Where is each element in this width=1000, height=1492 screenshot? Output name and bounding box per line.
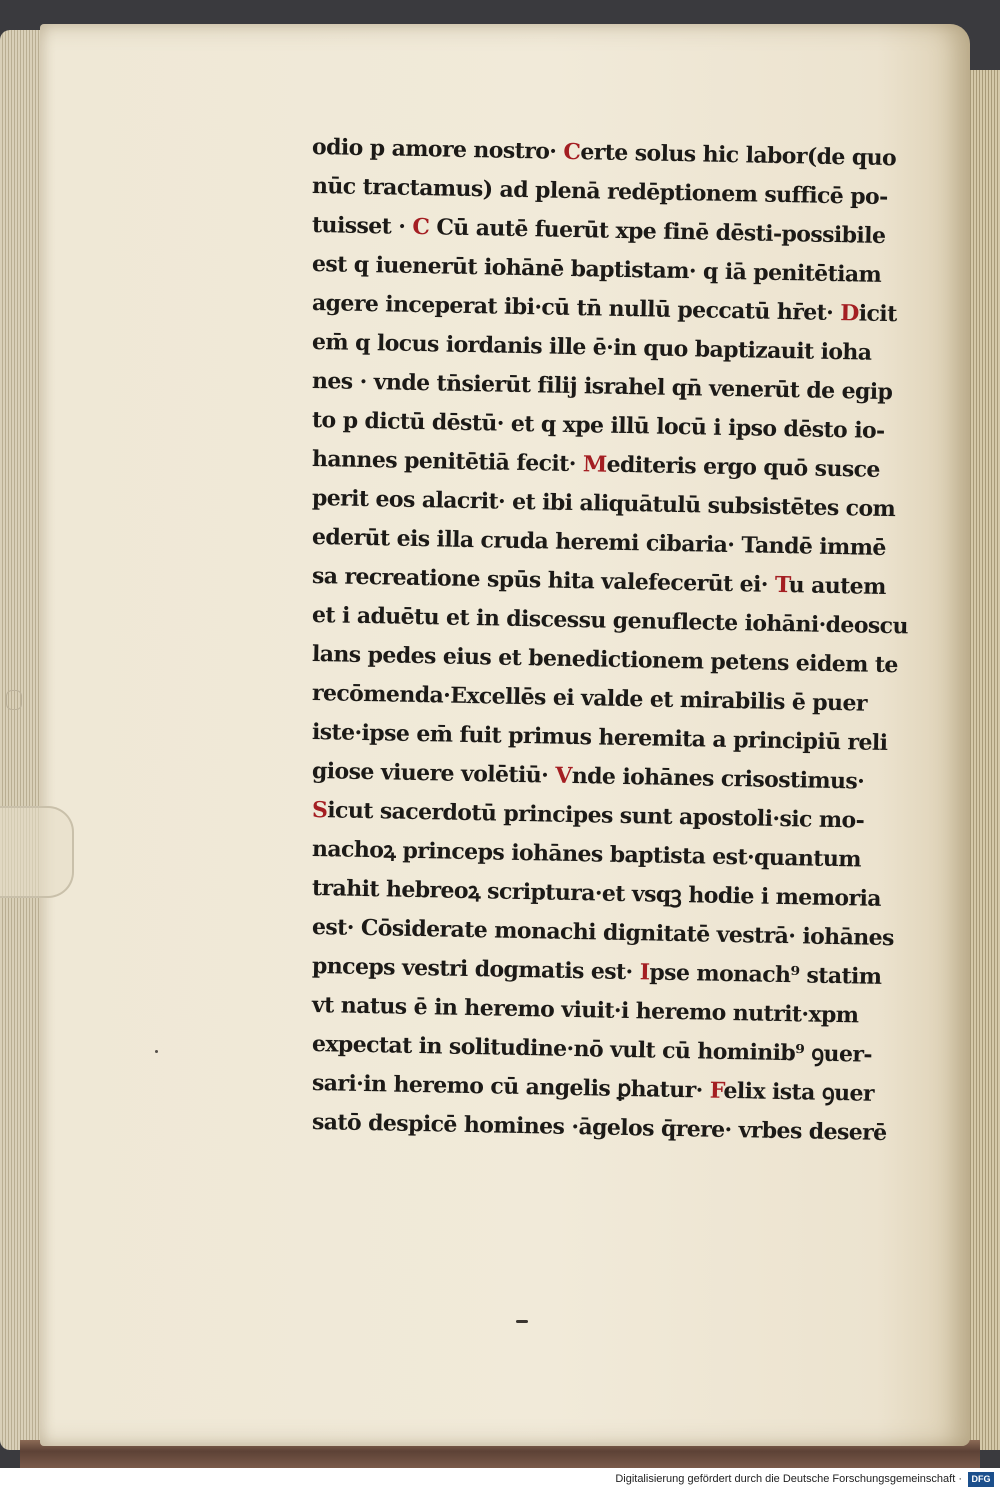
text-line: satō despicē homines ·āgelos q̄rere· vrbes deserē: [311, 1109, 887, 1147]
text-line: nachoꝝ princeps iohānes baptista est·quantum: [311, 836, 862, 873]
text-line: hannes penitētiā fecit· Mediteris ergo quō susce: [311, 446, 881, 483]
text-line: agere inceperat ibi·cū tn̄ nullū peccatū hr̄et· Dicit: [311, 290, 897, 328]
rubric-initial: C: [563, 138, 581, 166]
rubric-initial: C: [412, 213, 430, 241]
rubric-initial: S: [311, 797, 328, 824]
text-line: vt natus ē in heremo viuit·i heremo nutrit·xpm: [311, 992, 859, 1029]
text-line: lans pedes eius et benedictionem petens eidem te: [311, 641, 899, 679]
text-line: trahit hebreoꝝ scriptura·et vsqꝫ hodie i memoria: [311, 875, 882, 912]
rubric-initial: F: [709, 1077, 724, 1104]
text-line: iste·ipse em̄ fuit primus heremita a principiū reli: [311, 719, 888, 757]
text-block: [311, 128, 932, 1147]
text-line: nes · vnde tn̄sierūt filij israhel qn̄ venerūt de egip: [311, 368, 893, 406]
ink-speck: [155, 1050, 158, 1053]
text-line: nūc tractamus) ad plenā redēptionem sufficē po-: [311, 173, 888, 211]
text-line: Sicut sacerdotū principes sunt apostoli·sic mo-: [311, 797, 865, 834]
binding-thread: [6, 690, 22, 710]
text-line: est· Cōsiderate monachi dignitatē vestrā· iohānes: [311, 914, 895, 952]
text-line: perit eos alacrit· et ibi aliquātulū subsistētes com: [311, 485, 896, 523]
text-line: odio p amore nostro· Certe solus hic labor(de quo: [311, 134, 897, 172]
text-line: giose viuere volētiū· Vnde iohānes crisostimus·: [311, 758, 865, 795]
text-line: sa recreatione spūs hita valefecerūt ei· Tu autem: [311, 563, 887, 601]
page-clasp: [0, 806, 74, 898]
rubric-initial: M: [582, 451, 607, 478]
rubric-initial: I: [639, 959, 650, 986]
text-line: expectat in solitudine·nō vult cū hominib⁹ ꝯuer-: [311, 1031, 873, 1068]
footer-bar: [0, 1468, 1000, 1492]
text-line: sari·in heremo cū angelis ꝑhatur· Felix ista ꝯuer: [311, 1070, 875, 1107]
text-line: pnceps vestri dogmatis est· Ipse monach⁹ statim: [311, 953, 882, 990]
text-line: em̄ q locus iordanis ille ē·in quo baptizauit ioha: [311, 329, 872, 366]
funding-credit: Digitalisierung gefördert durch die Deutsche Forschungsgemeinschaft ·: [615, 1473, 962, 1485]
dfg-logo: DFG: [968, 1472, 994, 1487]
rubric-initial: D: [840, 300, 860, 327]
text-line: to p dictū dēstū· et q xpe illū locū i ipso dēsto io-: [311, 407, 885, 444]
text-line: ederūt eis illa cruda heremi cibaria· Tandē immē: [311, 524, 887, 562]
text-line: recōmenda·Excellēs ei valde et mirabilis ē puer: [311, 680, 868, 717]
text-line: et i aduētu et in discessu genuflecte iohāni·deoscu: [311, 602, 909, 640]
rubric-initial: T: [774, 571, 789, 599]
text-line: tuisset · C Cū autē fuerūt xpe finē dēsti-possibile: [311, 212, 886, 250]
rubric-initial: V: [554, 762, 572, 789]
text-line: est q iuenerūt iohānē baptistam· q iā penitētiam: [311, 251, 882, 288]
signature-mark: [516, 1320, 528, 1323]
